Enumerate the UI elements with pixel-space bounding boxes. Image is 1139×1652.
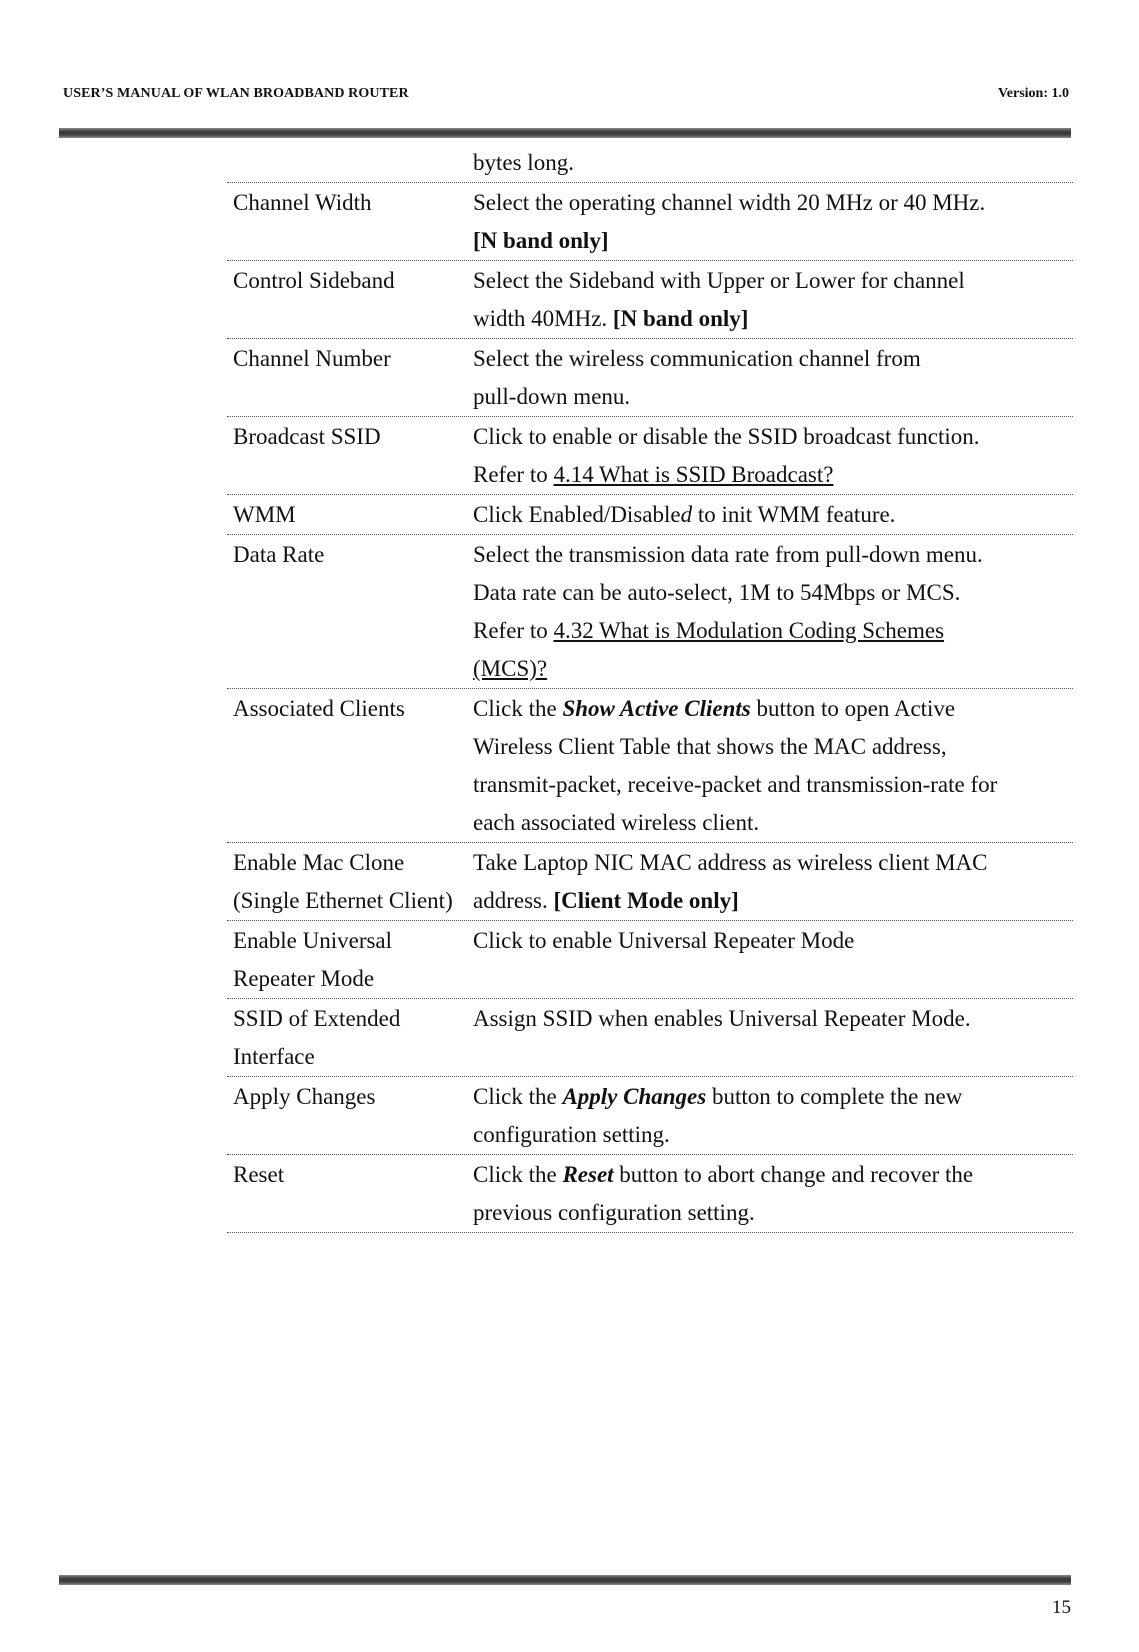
mcs-link[interactable]: 4.32 What is Modulation Coding Schemes [553, 618, 945, 643]
table-row [227, 495, 1073, 535]
table-row [227, 1077, 1073, 1155]
mcs-link-continued[interactable]: (MCS)? [473, 656, 548, 681]
table-row [227, 339, 1073, 417]
parameter-name: Broadcast SSID [233, 424, 381, 449]
parameter-name: Associated Clients [233, 696, 405, 721]
parameter-description: bytes long. [473, 150, 574, 175]
page-number: 15 [1052, 1597, 1071, 1618]
parameter-description: Select the wireless communication channel from pull-down menu. [473, 346, 921, 409]
table-row [227, 261, 1073, 339]
table-row [227, 999, 1073, 1077]
parameter-description: Click Enabled/Disabled to init WMM feature. [473, 502, 896, 527]
table-row [227, 417, 1073, 495]
table-row [227, 843, 1073, 921]
document-version: Version: 1.0 [997, 86, 1069, 101]
table-row [227, 535, 1073, 689]
parameter-description: Click the Reset button to abort change and recover the previous configuration setting. [473, 1162, 974, 1225]
parameter-name: Apply Changes [233, 1084, 376, 1109]
footer-rule [59, 1575, 1071, 1585]
parameter-name: Data Rate [233, 542, 325, 567]
parameter-description: Select the transmission data rate from pull-down menu. Data rate can be auto-select, 1M to 54Mbps or MCS. Refer to 4.32 What is Modulation Coding Schemes (MCS)? [473, 542, 983, 681]
settings-table [227, 143, 1073, 1233]
ssid-broadcast-link[interactable]: 4.14 What is SSID Broadcast? [553, 462, 834, 487]
parameter-name: Channel Number [233, 346, 391, 371]
parameter-name: WMM [233, 502, 296, 527]
table-row [227, 689, 1073, 843]
parameter-description: Select the operating channel width 20 MHz or 40 MHz. [N band only] [473, 190, 986, 253]
parameter-description: Select the Sideband with Upper or Lower for channel width 40MHz. [N band only] [473, 268, 965, 331]
parameter-description: Click the Apply Changes button to complete the new configuration setting. [473, 1084, 963, 1147]
parameter-name: SSID of Extended Interface [233, 1006, 401, 1069]
parameter-name: Enable Universal Repeater Mode [233, 928, 393, 991]
parameter-description: Click the Show Active Clients button to open Active Wireless Client Table that shows the MAC address, transmit-packet, receive-packet and transmission-rate for each associated wireless client. [473, 696, 998, 835]
parameter-description: Assign SSID when enables Universal Repeater Mode. [473, 1006, 971, 1031]
header-rule [59, 128, 1071, 138]
document-header-title: USER’S MANUAL OF WLAN BROADBAND ROUTER [63, 86, 409, 101]
parameter-description: Click to enable Universal Repeater Mode [473, 928, 855, 953]
parameter-name: Control Sideband [233, 268, 395, 293]
parameter-description: Click to enable or disable the SSID broadcast function. Refer to 4.14 What is SSID Broadcast? [473, 424, 980, 487]
parameter-name: Reset [233, 1162, 285, 1187]
parameter-name: Enable Mac Clone (Single Ethernet Client) [233, 850, 453, 913]
table-row [227, 921, 1073, 999]
table-row [227, 183, 1073, 261]
parameter-name: Channel Width [233, 190, 372, 215]
table-row [227, 143, 1073, 183]
table-row [227, 1155, 1073, 1233]
parameter-description: Take Laptop NIC MAC address as wireless client MAC address. [Client Mode only] [473, 850, 988, 913]
parameter-name [227, 143, 473, 182]
